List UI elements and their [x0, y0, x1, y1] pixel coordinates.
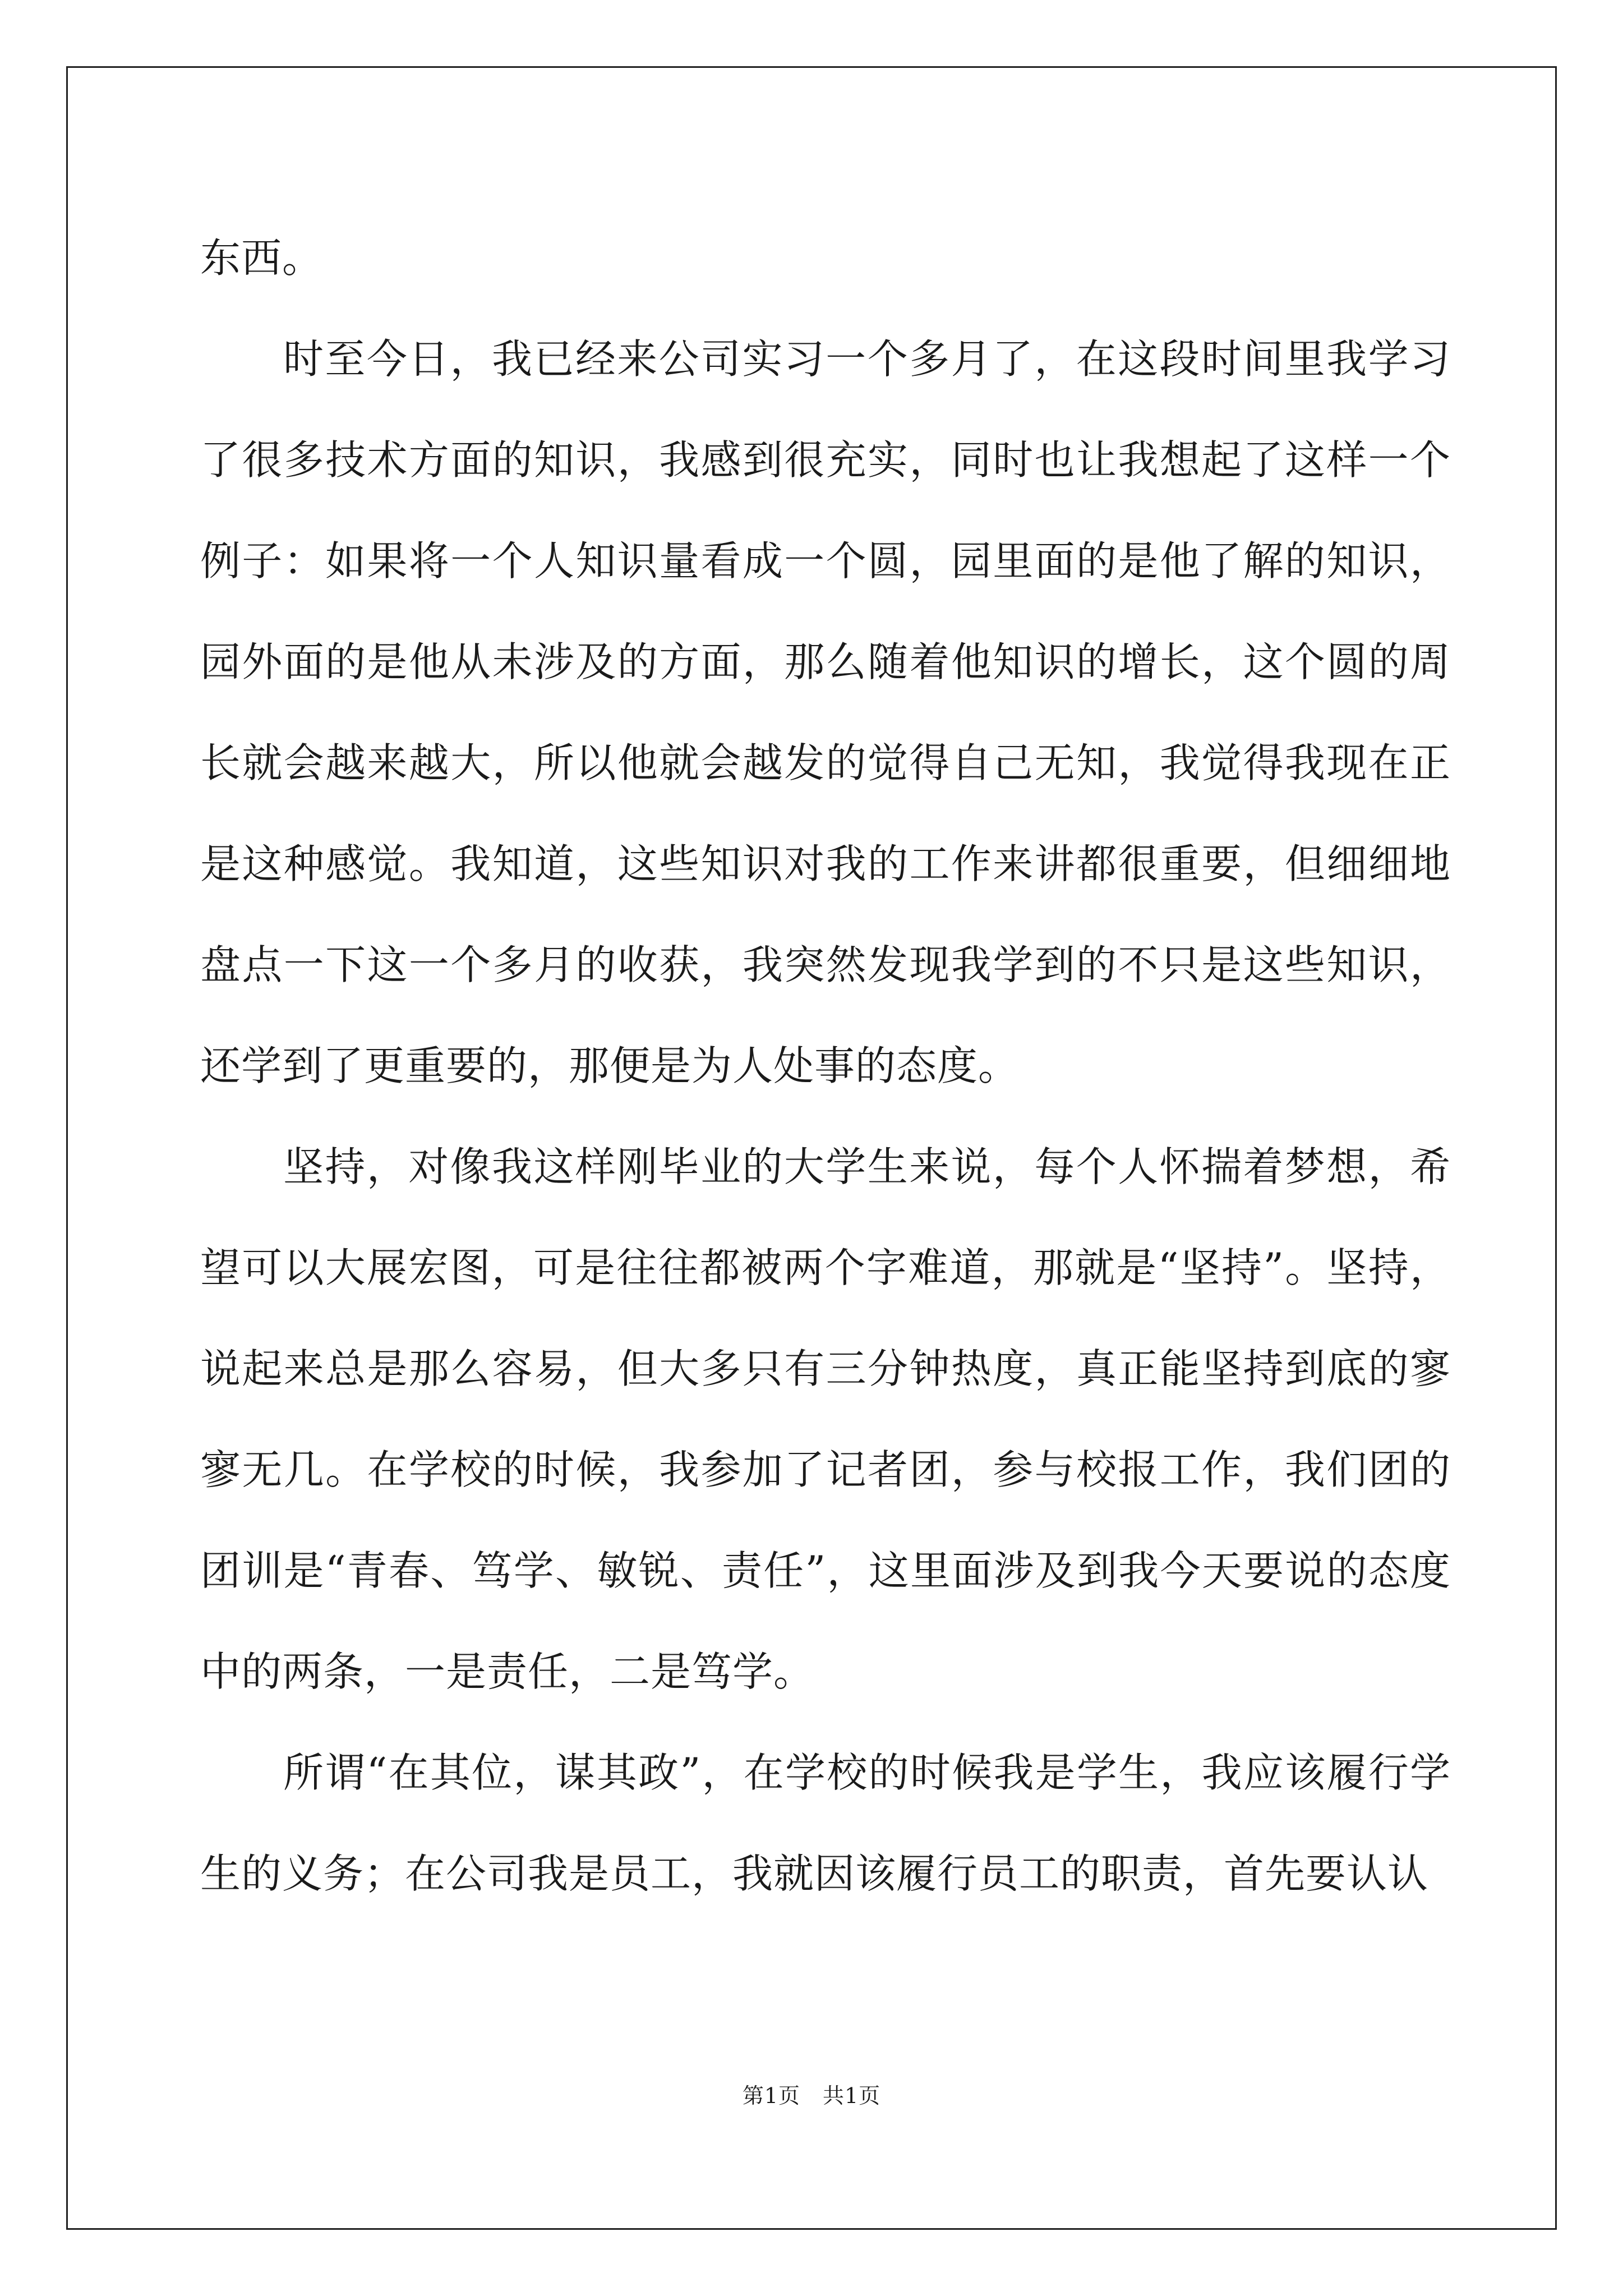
page-number-current: 第1页: [742, 2083, 800, 2108]
paragraph-4: 所谓“在其位，谋其政”，在学校的时候我是学生，我应该履行学生的义务；在公司我是员工，我就因该履行员工的职责，首先要认认: [200, 1749, 1451, 1897]
document-body: [200, 208, 1451, 1924]
paragraph-1: 东西。: [200, 234, 324, 282]
page-footer: [0, 2078, 1623, 2109]
paragraph-2: 时至今日，我已经来公司实习一个多月了，在这段时间里我学习了很多技术方面的知识，我感到很充实，同时也让我想起了这样一个例子：如果将一个人知识量看成一个圆，园里面的是他了解的知识，园外面的是他从未涉及的方面，那么随着他知识的增长，这个圆的周长就会越来越大，所以他就会越发的觉得自己无知，我觉得我现在正是这种感觉。我知道，这些知识对我的工作来讲都很重要，但细细地盘点一下这一个多月的收获，我突然发现我学到的不只是这些知识，还学到了更重要的，那便是为人处事的态度。: [200, 335, 1451, 1089]
paragraph-3: 坚持，对像我这样刚毕业的大学生来说，每个人怀揣着梦想，希望可以大展宏图，可是往往都被两个字难道，那就是“坚持”。坚持，说起来总是那么容易，但大多只有三分钟热度，真正能坚持到底的寥寥无几。在学校的时候，我参加了记者团，参与校报工作，我们团的团训是“青春、笃学、敏锐、责任”，这里面涉及到我今天要说的态度中的两条，一是责任，二是笃学。: [200, 1143, 1451, 1695]
page-number-total: 共1页: [823, 2083, 881, 2108]
